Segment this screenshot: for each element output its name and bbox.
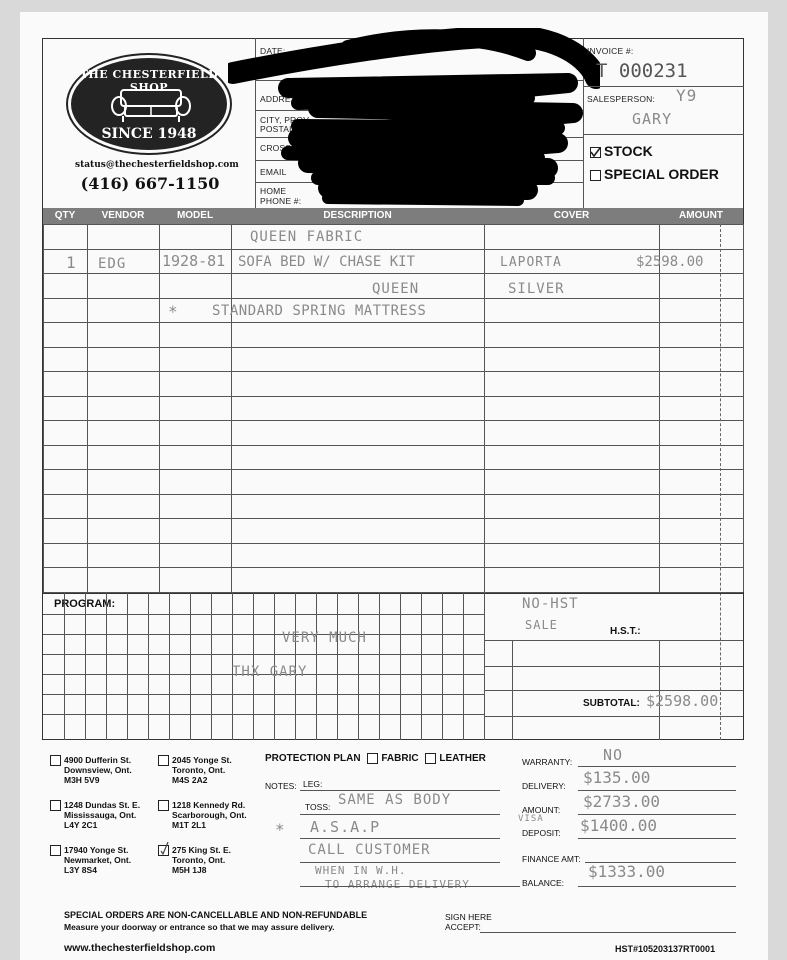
program-grid-line: [442, 593, 443, 740]
rule: [300, 886, 520, 887]
col-model: MODEL: [176, 210, 214, 221]
sofa-icon: [111, 86, 191, 124]
store-address-line2: Newmarket, Ont.: [64, 855, 132, 865]
rule: [300, 838, 500, 839]
row3-description: QUEEN: [372, 281, 420, 297]
home-label: HOME: [260, 186, 287, 196]
warranty-label: WARRANTY:: [522, 757, 573, 767]
program-grid-line: [211, 593, 212, 740]
cents-divider: [720, 224, 721, 740]
store-option[interactable]: [158, 800, 247, 830]
stock-checkbox[interactable]: [590, 147, 601, 158]
warranty-value: NO: [603, 746, 624, 764]
table-column-line: [159, 224, 160, 592]
totals-line: [484, 716, 743, 717]
table-column-line: [87, 224, 88, 592]
totals-line: [484, 640, 743, 641]
table-column-line: [484, 224, 485, 592]
logo-name: THE CHESTERFIELD SHOP: [79, 68, 219, 94]
totals-line: [484, 690, 743, 691]
rule: [578, 790, 736, 791]
rule: [578, 886, 736, 887]
program-label: PROGRAM:: [54, 598, 116, 610]
col-qty: QTY: [54, 210, 76, 221]
totals-line: [484, 666, 743, 667]
policy-line-2: Measure your doorway or entrance so that we may assure delivery.: [64, 922, 335, 932]
program-grid-line: [43, 614, 484, 615]
store-checkbox[interactable]: [158, 845, 169, 856]
notes-line-3: WHEN IN W.H.: [315, 864, 407, 877]
subtotal-value: $2598.00: [646, 692, 719, 710]
notes-line-2: CALL CUSTOMER: [308, 842, 431, 858]
stock-option[interactable]: [590, 143, 653, 159]
store-address-line3: L4Y 2C1: [64, 820, 98, 830]
totals-note-1: NO-HST: [522, 596, 579, 612]
program-grid-line: [148, 593, 149, 740]
delivery-value: $135.00: [583, 768, 651, 787]
store-address-line2: Mississauga, Ont.: [64, 810, 137, 820]
notes-line-4: TO ARRANGE DELIVERY: [325, 878, 470, 891]
policy-line-1: SPECIAL ORDERS ARE NON-CANCELLABLE AND NON-REFUNDABLE: [64, 910, 368, 920]
check-icon: [159, 842, 170, 856]
store-option[interactable]: [158, 755, 232, 785]
website[interactable]: www.thechesterfieldshop.com: [64, 942, 216, 954]
row2-cover: LAPORTA: [500, 255, 562, 270]
salesperson-code: Y9: [676, 86, 698, 105]
program-grid-line: [316, 593, 317, 740]
shop-phone: (416) 667-1150: [80, 174, 220, 193]
store-address-line1: 2045 Yonge St.: [172, 755, 232, 765]
fabric-label: FABRIC: [381, 753, 419, 765]
rule: [583, 134, 744, 135]
special-order-checkbox[interactable]: [590, 170, 601, 181]
fabric-checkbox[interactable]: [367, 753, 378, 764]
store-address-line3: M1T 2L1: [172, 820, 207, 830]
program-grid-line: [43, 654, 484, 655]
totals-note-2: SALE: [525, 618, 558, 632]
store-option[interactable]: [50, 845, 131, 875]
program-grid-line: [43, 634, 484, 635]
date-label: DATE:: [260, 46, 286, 56]
email-label: EMAIL: [260, 167, 287, 177]
store-checkbox[interactable]: [50, 845, 61, 856]
rule: [300, 790, 500, 791]
table-row-line: [43, 494, 743, 495]
salesperson-label: SALESPERSON:: [587, 94, 656, 104]
store-address-line1: 17940 Yonge St.: [64, 845, 129, 855]
program-grid-line: [127, 593, 128, 740]
accept-label: ACCEPT:: [445, 922, 481, 932]
totals-divider: [659, 640, 660, 740]
program-grid-line: [463, 593, 464, 740]
protection-label: PROTECTION PLAN: [265, 753, 361, 765]
store-address-line2: Toronto, Ont.: [172, 855, 226, 865]
balance-label: BALANCE:: [522, 878, 565, 888]
store-address-line3: L3Y 8S4: [64, 865, 97, 875]
postal-label: POSTAL: [260, 124, 295, 134]
program-grid-line: [190, 593, 191, 740]
notes-line-1: A.S.A.P: [310, 818, 381, 836]
rule: [583, 86, 744, 87]
row2-model: 1928-81: [162, 252, 226, 270]
store-address-line3: M5H 1J8: [172, 865, 207, 875]
protection-plan: [265, 753, 486, 764]
col-amount: AMOUNT: [679, 210, 723, 221]
program-grid-line: [106, 593, 107, 740]
notes-label: NOTES:: [265, 781, 297, 791]
program-grid-line: [358, 593, 359, 740]
leather-label: LEATHER: [439, 753, 486, 765]
table-row-line: [43, 273, 743, 274]
special-order-option[interactable]: [590, 166, 719, 182]
store-address-line2: Downsview, Ont.: [64, 765, 132, 775]
program-grid-line: [169, 593, 170, 740]
table-row-line: [43, 347, 743, 348]
amount-label: AMOUNT:: [522, 805, 561, 815]
deposit-label: DEPOSIT:: [522, 828, 561, 838]
table-row-line: [43, 371, 743, 372]
program-grid-line: [400, 593, 401, 740]
store-checkbox[interactable]: [158, 800, 169, 811]
row4-description: STANDARD SPRING MATTRESS: [212, 303, 427, 319]
program-note-2: THX GARY: [232, 664, 308, 680]
rule: [578, 766, 736, 767]
sign-here-label: SIGN HERE: [445, 912, 492, 922]
rule: [300, 862, 500, 863]
program-grid-line: [85, 593, 86, 740]
store-option[interactable]: [50, 800, 140, 830]
store-checkbox[interactable]: [50, 755, 61, 766]
program-grid-line: [43, 714, 484, 715]
store-address-line2: Scarborough, Ont.: [172, 810, 247, 820]
table-row-line: [43, 567, 743, 568]
check-icon: [590, 147, 601, 158]
store-address-line3: M4S 2A2: [172, 775, 208, 785]
invoice-number: T 000231: [596, 60, 688, 82]
logo-since: SINCE 1948: [101, 126, 197, 142]
store-option[interactable]: [158, 845, 231, 875]
table-row-line: [43, 322, 743, 323]
toss-value: SAME AS BODY: [338, 792, 452, 808]
table-row-line: [43, 469, 743, 470]
store-address-line1: 1218 Kennedy Rd.: [172, 800, 246, 810]
table-row-line: [43, 445, 743, 446]
col-vendor: VENDOR: [101, 210, 145, 221]
row2-amount: $2598.00: [636, 254, 704, 270]
salesperson-name: GARY: [632, 110, 673, 128]
home-phone-label: PHONE #:: [260, 196, 302, 206]
special-order-label: SPECIAL ORDER: [604, 166, 719, 182]
row1-description: QUEEN FABRIC: [250, 229, 364, 245]
table-column-line: [43, 224, 44, 592]
shop-email: status@thechesterfieldshop.com: [75, 160, 239, 170]
table-row-line: [43, 249, 743, 250]
finance-label: FINANCE AMT:: [522, 854, 581, 864]
table-row-line: [43, 298, 743, 299]
balance-value: $1333.00: [588, 862, 666, 881]
row2-qty: 1: [66, 253, 77, 272]
program-grid-line: [64, 593, 65, 740]
store-address-line2: Toronto, Ont.: [172, 765, 226, 775]
table-row-line: [43, 224, 743, 225]
leather-checkbox[interactable]: [425, 753, 436, 764]
table-column-line: [743, 224, 744, 592]
rule: [578, 838, 736, 839]
program-grid-line: [43, 694, 484, 695]
rule: [300, 814, 500, 815]
row2-description: SOFA BED W/ CHASE KIT: [238, 254, 416, 270]
table-column-line: [659, 224, 660, 592]
deposit-value: $1400.00: [580, 816, 658, 835]
cross-label: CROSS: [260, 143, 292, 153]
table-row-line: [43, 518, 743, 519]
store-checkbox[interactable]: [158, 755, 169, 766]
store-address-line3: M3H 5V9: [64, 775, 100, 785]
hst-label: H.S.T.:: [610, 626, 641, 637]
invoice-label: INVOICE #:: [587, 46, 634, 56]
program-grid-line: [379, 593, 380, 740]
amount-value: $2733.00: [583, 792, 661, 811]
program-grid-line: [421, 593, 422, 740]
subtotal-label: SUBTOTAL:: [583, 698, 640, 709]
store-checkbox[interactable]: [50, 800, 61, 811]
row2-vendor: EDG: [98, 256, 127, 272]
shop-logo: [68, 55, 230, 153]
stock-label: STOCK: [604, 143, 653, 159]
leg-label: LEG:: [303, 779, 323, 789]
hst-number: HST#105203137RT0001: [615, 944, 716, 954]
row3-cover: SILVER: [508, 281, 565, 297]
rule: [578, 814, 736, 815]
store-address-line1: 1248 Dundas St. E.: [64, 800, 141, 810]
store-option[interactable]: [50, 755, 132, 785]
row4-model: *: [168, 302, 179, 321]
city-label: CITY, PROV: [260, 115, 310, 125]
table-row-line: [43, 396, 743, 397]
col-cover: COVER: [553, 210, 590, 221]
delivery-label: DELIVERY:: [522, 781, 566, 791]
program-note-1: VERY MUCH: [282, 630, 367, 646]
col-description: DESCRIPTION: [323, 210, 392, 221]
redaction-scribble: [228, 28, 600, 213]
deposit-method: VISA: [518, 814, 544, 824]
program-grid-line: [337, 593, 338, 740]
table-row-line: [43, 543, 743, 544]
table-column-line: [231, 224, 232, 592]
table-row-line: [43, 420, 743, 421]
store-address-line1: 275 King St. E.: [172, 845, 232, 855]
address-label: ADDRESS:: [260, 94, 306, 104]
notes-star: *: [275, 820, 286, 839]
store-address-line1: 4900 Dufferin St.: [64, 755, 132, 765]
signature-line[interactable]: [480, 932, 736, 933]
toss-label: TOSS:: [305, 802, 331, 812]
